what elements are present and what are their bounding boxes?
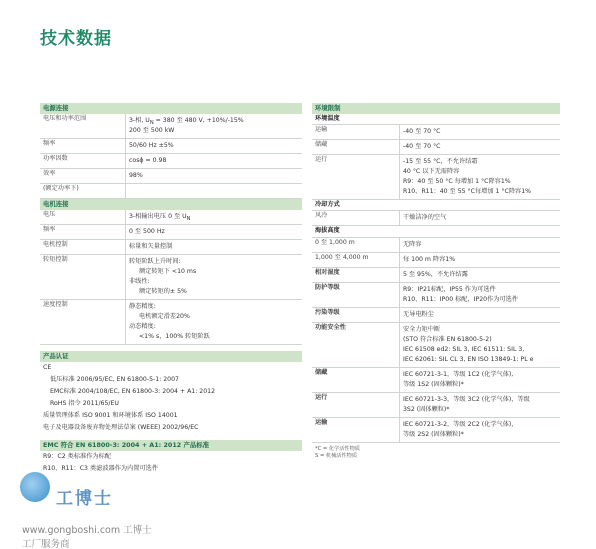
page-title: 技术数据 <box>40 29 112 49</box>
cert-line: EMC标准 2004/108/EC, EN 61800-3: 2004 + A1: 2012 <box>50 388 216 395</box>
env-value-line: 等级 1S2 (固体颗粒)* <box>403 380 464 388</box>
env-value-line: 无导电粉尘 <box>403 310 434 318</box>
motor-label: 电机控制 <box>40 240 126 254</box>
watermark-logo-icon <box>20 472 50 502</box>
env-value <box>400 155 560 199</box>
motor-value-line: 动态精度: <box>129 323 156 330</box>
env-value-line: R10、R11：40 至 55 °C每增加 1 °C降容1% <box>403 188 532 196</box>
power-row <box>40 154 302 169</box>
env-value-line: 40 °C 以下无需降容 <box>403 168 460 176</box>
env-label: 功能安全性 <box>312 323 400 367</box>
env-value-line: IEC 60721-3-3，等级 3C2 (化学气体)，等级 <box>403 395 530 403</box>
motor-row <box>40 300 302 345</box>
motor-value <box>126 240 302 254</box>
motor-row <box>40 210 302 225</box>
env-row <box>312 283 560 308</box>
env-row <box>312 268 560 283</box>
power-row <box>40 114 302 139</box>
motor-value-line: 标量和矢量控制 <box>129 243 173 250</box>
motor-label: 频率 <box>40 225 126 239</box>
env-value-line: 等级 2S2 (固体颗粒)* <box>403 430 464 438</box>
watermark-url: www.gongboshi.com 工博士工厂服务商 <box>22 525 152 549</box>
cert-line: 低压标准 2006/95/EC, EN 61800-5-1: 2007 <box>50 376 179 383</box>
power-label: 电压和功率范围 <box>40 114 126 138</box>
motor-value <box>126 255 302 299</box>
env-row <box>312 140 560 155</box>
power-value <box>126 139 302 153</box>
env-value-line: -40 至 70 °C <box>403 128 441 136</box>
env-value-line: IEC 60721-3-1，等级 1C2 (化学气体), <box>403 370 514 378</box>
left-column <box>40 103 302 475</box>
motor-value-line: 0 至 500 Hz <box>129 228 165 235</box>
emc-line: R9：C2 类标准作为标配 <box>43 453 111 460</box>
env-label: 相对湿度 <box>312 268 400 282</box>
env-value-line: 3S2 (固体颗粒)* <box>403 405 450 413</box>
env-group-title: 冷却方式 <box>312 200 560 211</box>
env-value <box>400 283 560 307</box>
motor-row <box>40 225 302 240</box>
motor-value-line: 非线性: <box>129 278 150 285</box>
power-header: 电源连接 <box>40 103 302 114</box>
motor-row <box>40 255 302 300</box>
power-value-line: 98% <box>129 172 143 179</box>
env-group-title: 环境温度 <box>312 114 560 125</box>
env-label: 污染等级 <box>312 308 400 322</box>
motor-value <box>126 225 302 239</box>
power-value-line: 200 至 500 kW <box>129 127 175 134</box>
env-row <box>312 418 560 443</box>
power-value-line: cosϕ = 0.98 <box>129 157 167 164</box>
power-value-line: 3-相, $U_N = 380$ 至 480 V, +10%/-15% <box>129 117 244 127</box>
motor-value-line: 电机额定滑差20% <box>139 313 190 320</box>
env-value <box>400 393 560 417</box>
motor-value-line: 转矩阶跃上升时间: <box>129 258 181 265</box>
env-label: 运行 <box>312 155 400 199</box>
env-value-line: R9：40 至 50 °C 每增加 1 °C降容1% <box>403 178 511 186</box>
env-value-line: 无降容 <box>403 240 422 248</box>
env-row <box>312 323 560 368</box>
motor-value-line: 额定转矩的± 5% <box>139 288 187 295</box>
env-value <box>400 308 560 322</box>
env-note-line: S = 机械活性物质 <box>315 452 358 459</box>
motor-label: 速度控制 <box>40 300 126 344</box>
power-label: (额定功率下) <box>40 184 126 198</box>
env-value-line: -15 至 55 °C，不允许结霜 <box>403 158 478 166</box>
env-row <box>312 253 560 268</box>
power-row <box>40 184 302 199</box>
env-value-line: 干燥洁净的空气 <box>403 214 447 222</box>
env-value-line: 安全力矩中断 <box>403 325 441 333</box>
env-label: 储藏 <box>312 368 400 392</box>
motor-value-line: 额定转矩下 <10 ms <box>139 268 197 275</box>
motor-value-line: 3-相输出电压 0 至 $U_N$ <box>129 213 191 223</box>
env-value <box>400 125 560 139</box>
power-row <box>40 139 302 154</box>
env-header: 环境限制 <box>312 103 560 114</box>
power-row <box>40 169 302 184</box>
power-label: 效率 <box>40 169 126 183</box>
watermark-text: 工博士 <box>56 489 113 509</box>
env-row <box>312 155 560 200</box>
env-value-line: R9：IP21标配，IP55 作为可选件 <box>403 285 496 293</box>
env-label: 1,000 至 4,000 m <box>312 253 400 267</box>
env-value <box>400 323 560 367</box>
env-row <box>312 211 560 226</box>
motor-value <box>126 210 302 224</box>
env-label: 防护等级 <box>312 283 400 307</box>
env-row <box>312 368 560 393</box>
env-group-title: 海拔高度 <box>312 226 560 237</box>
power-label: 功率因数 <box>40 154 126 168</box>
env-notes <box>312 443 560 463</box>
env-value-line: (STO 符合标准 EN 61800-5-2) <box>403 335 492 343</box>
motor-label: 电压 <box>40 210 126 224</box>
env-value <box>400 140 560 154</box>
power-value-line: 50/60 Hz ±5% <box>129 142 174 149</box>
motor-value-line: <1% s，100% 转矩阶跃 <box>139 333 210 340</box>
emc-header: EMC 符合 EN 61800-3: 2004 + A1: 2012 产品标准 <box>40 440 302 451</box>
env-value-line: IEC 61508 ed2: SIL 3, IEC 61511: SIL 3, <box>403 345 525 353</box>
motor-label: 转矩控制 <box>40 255 126 299</box>
cert-line: RoHS 指令 2011/65/EU <box>50 400 119 407</box>
env-value <box>400 418 560 442</box>
power-value <box>126 114 302 138</box>
env-label: 运行 <box>312 393 400 417</box>
env-label: 0 至 1,000 m <box>312 238 400 252</box>
env-value-line: IEC 60721-3-2，等级 2C2 (化学气体)， <box>403 420 518 428</box>
env-label: 运输 <box>312 418 400 442</box>
env-row <box>312 125 560 140</box>
env-label: 风冷 <box>312 211 400 225</box>
env-value <box>400 268 560 282</box>
watermark <box>14 470 154 549</box>
power-value <box>126 154 302 168</box>
env-row <box>312 308 560 323</box>
env-value-line: -40 至 70 °C <box>403 143 441 151</box>
env-row <box>312 238 560 253</box>
cert-line: 电子及电器设备废弃物处理法草案 (WEEE) 2002/96/EC <box>43 424 199 431</box>
env-label: 储藏 <box>312 140 400 154</box>
power-value-line <box>129 186 299 196</box>
motor-value-line: 静态精度: <box>129 303 156 310</box>
env-row <box>312 393 560 418</box>
power-label: 频率 <box>40 139 126 153</box>
env-value-line: IEC 62061: SIL CL 3, EN ISO 13849-1: PL e <box>403 355 534 363</box>
env-value <box>400 211 560 225</box>
emc-line: R10、R11：C3 类滤波器作为内置可选件 <box>43 465 159 472</box>
cert-header: 产品认证 <box>40 351 302 362</box>
env-value-line: 5 至 95%，不允许结露 <box>403 270 468 278</box>
env-value-line: R10、R11：IP00 标配，IP20作为可选件 <box>403 295 519 303</box>
env-value-line: 每 100 m 降容1% <box>403 255 456 263</box>
env-value <box>400 368 560 392</box>
power-value <box>126 184 302 198</box>
env-value <box>400 238 560 252</box>
power-value <box>126 169 302 183</box>
motor-row <box>40 240 302 255</box>
right-column <box>312 103 560 463</box>
cert-line: CE <box>43 364 52 371</box>
cert-line: 质量管理体系 ISO 9001 和环境体系 ISO 14001 <box>43 412 178 419</box>
env-label: 运输 <box>312 125 400 139</box>
env-value <box>400 253 560 267</box>
env-note-line: *C = 化学活性物质 <box>315 445 360 452</box>
motor-header: 电机连接 <box>40 199 302 210</box>
motor-value <box>126 300 302 344</box>
